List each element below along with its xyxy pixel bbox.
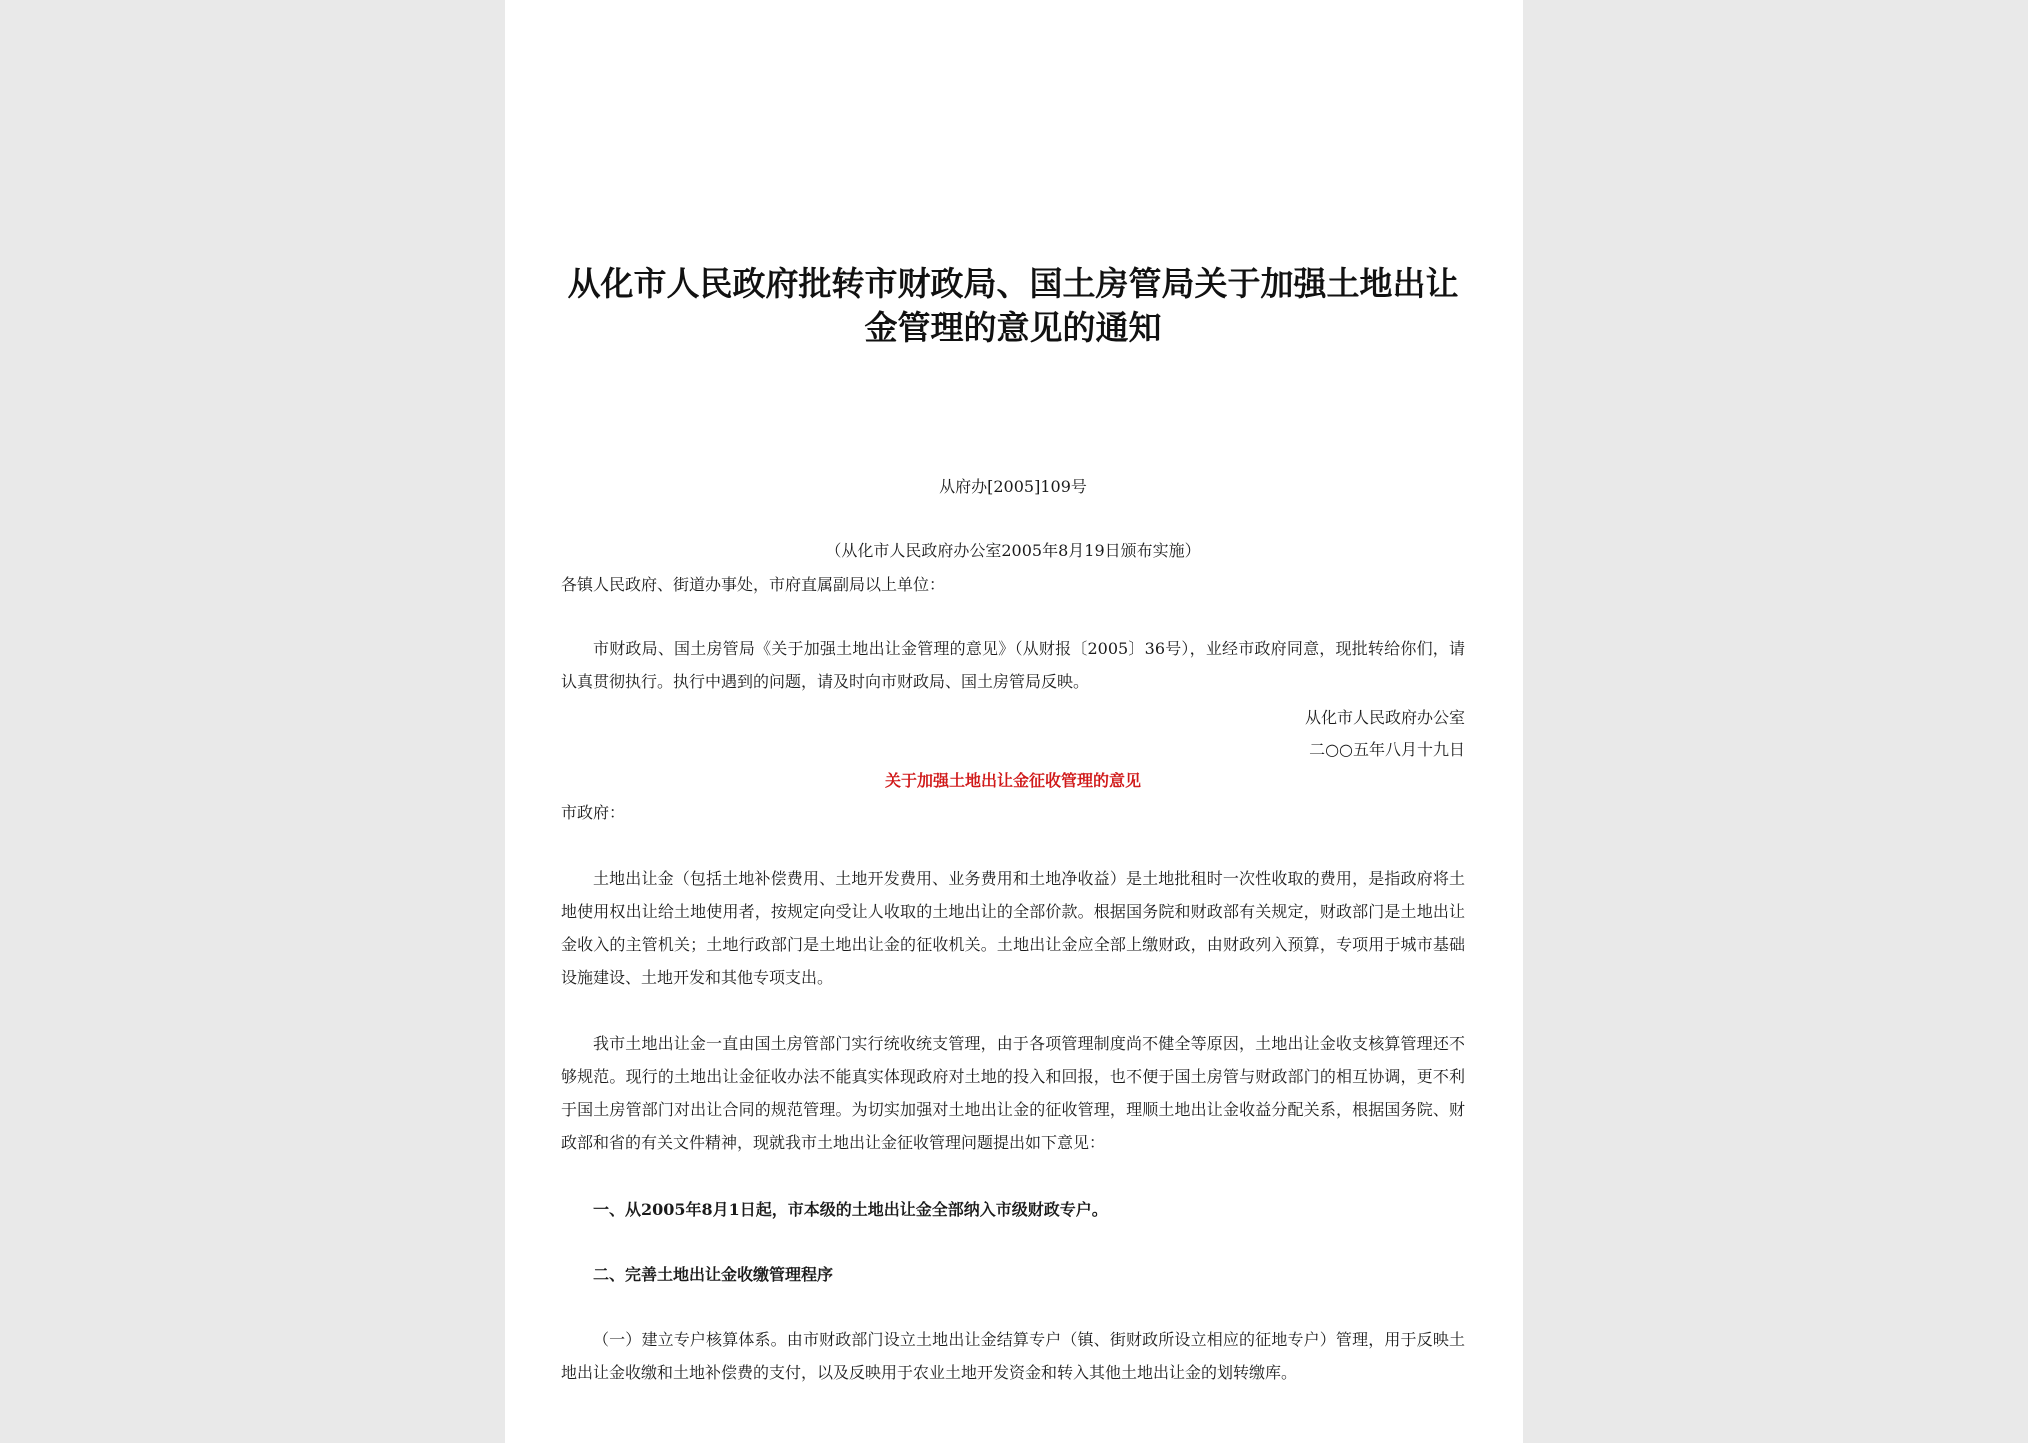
attachment-addressee: 市政府： [561, 803, 626, 822]
intro-paragraph: 市财政局、国土房管局《关于加强土地出让金管理的意见》（从财报〔2005〕36号），业经市政府同意，现批转给你们，请认真贯彻执行。执行中遇到的问题，请及时向市财政局、国土房管局反映。 [561, 639, 1465, 691]
section-1-heading: 一、从2005年8月1日起，市本级的土地出让金全部纳入市级财政专户。 [593, 1200, 1108, 1219]
paragraph-2: 我市土地出让金一直由国土房管部门实行统收统支管理，由于各项管理制度尚不健全等原因，土地出让金收支核算管理还不够规范。现行的土地出让金征收办法不能真实体现政府对土地的投入和回报，也不便于国土房管与财政部门的相互协调，更不利于国土房管部门对出让合同的规范管理。为切实加强对土地出让金的征收管理，理顺土地出让金收益分配关系，根据国务院、财政部和省的有关文件精神，现就我市土地出让金征收管理问题提出如下意见： [561, 1034, 1465, 1152]
issued-note: （从化市人民政府办公室2005年8月19日颁布实施） [825, 541, 1201, 560]
attachment-title: 关于加强土地出让金征收管理的意见 [884, 771, 1141, 790]
document-number: 从府办[2005]109号 [939, 477, 1087, 496]
document-title: 从化市人民政府批转市财政局、国土房管局关于加强土地出让金管理的意见的通知 [567, 264, 1459, 347]
addressee: 各镇人民政府、街道办事处，市府直属副局以上单位： [561, 575, 946, 594]
document-content [561, 0, 1465, 1443]
signer: 从化市人民政府办公室 [1304, 708, 1465, 727]
document-date: 二○○五年八月十九日 [1309, 740, 1465, 759]
document-page [505, 0, 1523, 1443]
paragraph-1: 土地出让金（包括土地补偿费用、土地开发费用、业务费用和土地净收益）是土地批租时一次性收取的费用，是指政府将土地使用权出让给土地使用者，按规定向受让人收取的土地出让的全部价款。根据国务院和财政部有关规定，财政部门是土地出让金收入的主管机关；土地行政部门是土地出让金的征收机关。土地出让金应全部上缴财政，由财政列入预算，专项用于城市基础设施建设、土地开发和其他专项支出。 [561, 869, 1465, 987]
section-2-heading: 二、完善土地出让金收缴管理程序 [593, 1265, 834, 1284]
subsection-1: （一）建立专户核算体系。由市财政部门设立土地出让金结算专户（镇、街财政所设立相应的征地专户）管理，用于反映土地出让金收缴和土地补偿费的支付，以及反映用于农业土地开发资金和转入其他土地出让金的划转缴库。 [561, 1330, 1465, 1382]
